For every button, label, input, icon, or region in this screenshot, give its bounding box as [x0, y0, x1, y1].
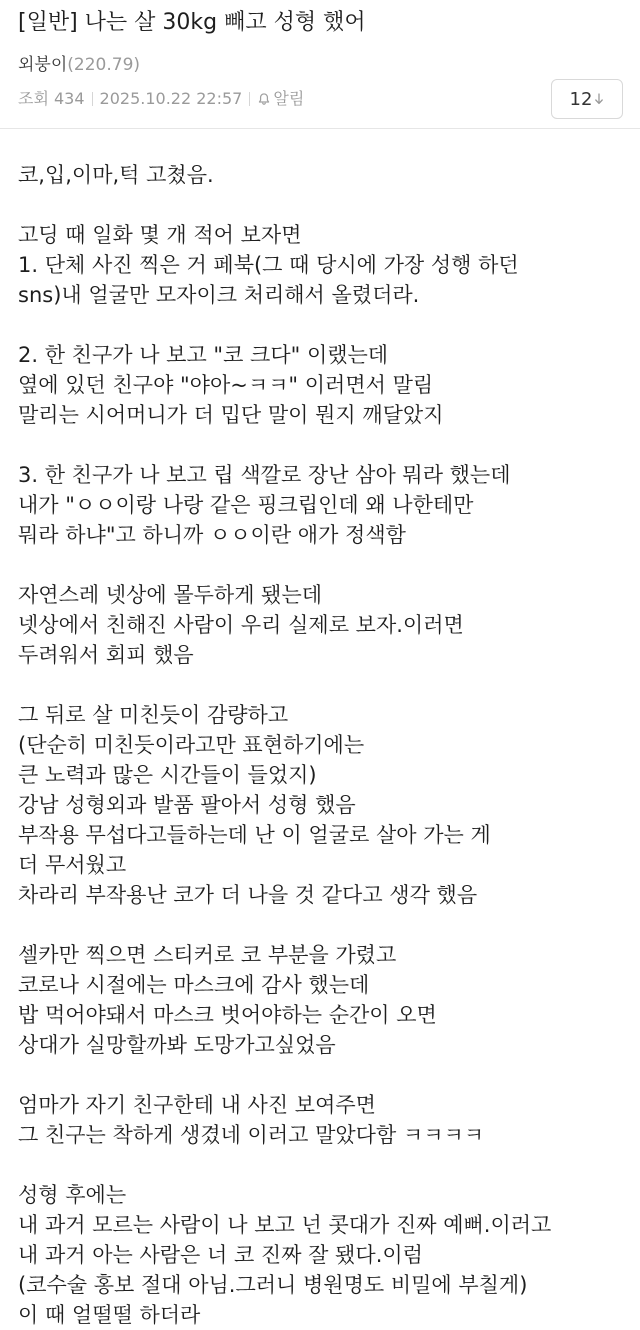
author-ip: (220.79): [67, 55, 141, 75]
body-line: (단순히 미친듯이라고만 표현하기에는: [18, 733, 365, 757]
body-line: 이 때 얼떨떨 하더라: [18, 1303, 201, 1327]
post-header: [0, 0, 640, 128]
header-divider: [0, 128, 640, 129]
body-line: 셀카만 찍으면 스티커로 코 부분을 가렸고: [18, 943, 397, 967]
notify-label: 알림: [273, 89, 305, 108]
body-line: 3. 한 친구가 나 보고 립 색깔로 장난 삼아 뭐라 했는데: [18, 463, 511, 487]
blank-line: [18, 310, 628, 340]
blank-line: [18, 1060, 628, 1090]
bell-icon: [257, 92, 271, 106]
comment-count-button[interactable]: [551, 79, 623, 119]
body-line: 두려워서 회피 했음: [18, 643, 194, 667]
body-line: 밥 먹어야돼서 마스크 벗어야하는 순간이 오면: [18, 1003, 437, 1027]
body-line: 엄마가 자기 친구한테 내 사진 보여주면: [18, 1093, 376, 1117]
notify-button[interactable]: [257, 88, 304, 110]
blank-line: [18, 190, 628, 220]
body-line: 뭐라 하냐"고 하니까 ㅇㅇ이란 애가 정색함: [18, 523, 406, 547]
body-line: 코,입,이마,턱 고쳤음.: [18, 163, 214, 187]
post-meta: [18, 88, 304, 110]
meta-divider: [92, 92, 93, 106]
post-title-text: 나는 살 30kg 빼고 성형 했어: [84, 10, 366, 35]
post-title: [18, 8, 366, 38]
author-line: [18, 54, 140, 76]
comment-count: 12: [569, 88, 593, 110]
body-line: 2. 한 친구가 나 보고 "코 크다" 이랬는데: [18, 343, 389, 367]
arrow-down-icon: [594, 92, 604, 106]
body-line: 옆에 있던 친구야 "야아~ㅋㅋ" 이러면서 말림: [18, 373, 434, 397]
body-line: 내 과거 아는 사람은 너 코 진짜 잘 됐다.이럼: [18, 1243, 423, 1267]
body-line: 내 과거 모르는 사람이 나 보고 넌 콧대가 진짜 예뻐.이러고: [18, 1213, 552, 1237]
post-body: [18, 160, 628, 1330]
body-line: (코수술 홍보 절대 아님.그러니 병원명도 비밀에 부칠게): [18, 1273, 528, 1297]
body-line: 넷상에서 친해진 사람이 우리 실제로 보자.이러면: [18, 613, 464, 637]
body-line: sns)내 얼굴만 모자이크 처리해서 올렸더라.: [18, 283, 420, 307]
blank-line: [18, 430, 628, 460]
blank-line: [18, 670, 628, 700]
blank-line: [18, 910, 628, 940]
view-count: 조회 434: [18, 89, 85, 108]
body-line: 차라리 부작용난 코가 더 나을 것 같다고 생각 했음: [18, 883, 478, 907]
body-line: 그 뒤로 살 미친듯이 감량하고: [18, 703, 289, 727]
blank-line: [18, 1150, 628, 1180]
body-line: 자연스레 넷상에 몰두하게 됐는데: [18, 583, 323, 607]
body-line: 내가 "ㅇㅇ이랑 나랑 같은 핑크립인데 왜 나한테만: [18, 493, 474, 517]
body-line: 말리는 시어머니가 더 밉단 말이 뭔지 깨달았지: [18, 403, 444, 427]
body-line: 성형 후에는: [18, 1183, 127, 1207]
blank-line: [18, 550, 628, 580]
body-line: 강남 성형외과 발품 팔아서 성형 했음: [18, 793, 356, 817]
body-line: 더 무서웠고: [18, 853, 127, 877]
body-line: 그 친구는 착하게 생겼네 이러고 말았다함 ㅋㅋㅋㅋ: [18, 1123, 485, 1147]
body-line: 부작용 무섭다고들하는데 난 이 얼굴로 살아 가는 게: [18, 823, 491, 847]
body-line: 고딩 때 일화 몇 개 적어 보자면: [18, 223, 302, 247]
body-line: 코로나 시절에는 마스크에 감사 했는데: [18, 973, 370, 997]
body-line: 상대가 실망할까봐 도망가고싶었음: [18, 1033, 336, 1057]
meta-divider: [249, 92, 250, 106]
board-tag: [일반]: [18, 10, 78, 35]
post-timestamp: 2025.10.22 22:57: [99, 89, 243, 108]
author-name[interactable]: 외붕이: [18, 55, 68, 75]
body-line: 큰 노력과 많은 시간들이 들었지): [18, 763, 317, 787]
body-line: 1. 단체 사진 찍은 거 페북(그 때 당시에 가장 성행 하던: [18, 253, 519, 277]
